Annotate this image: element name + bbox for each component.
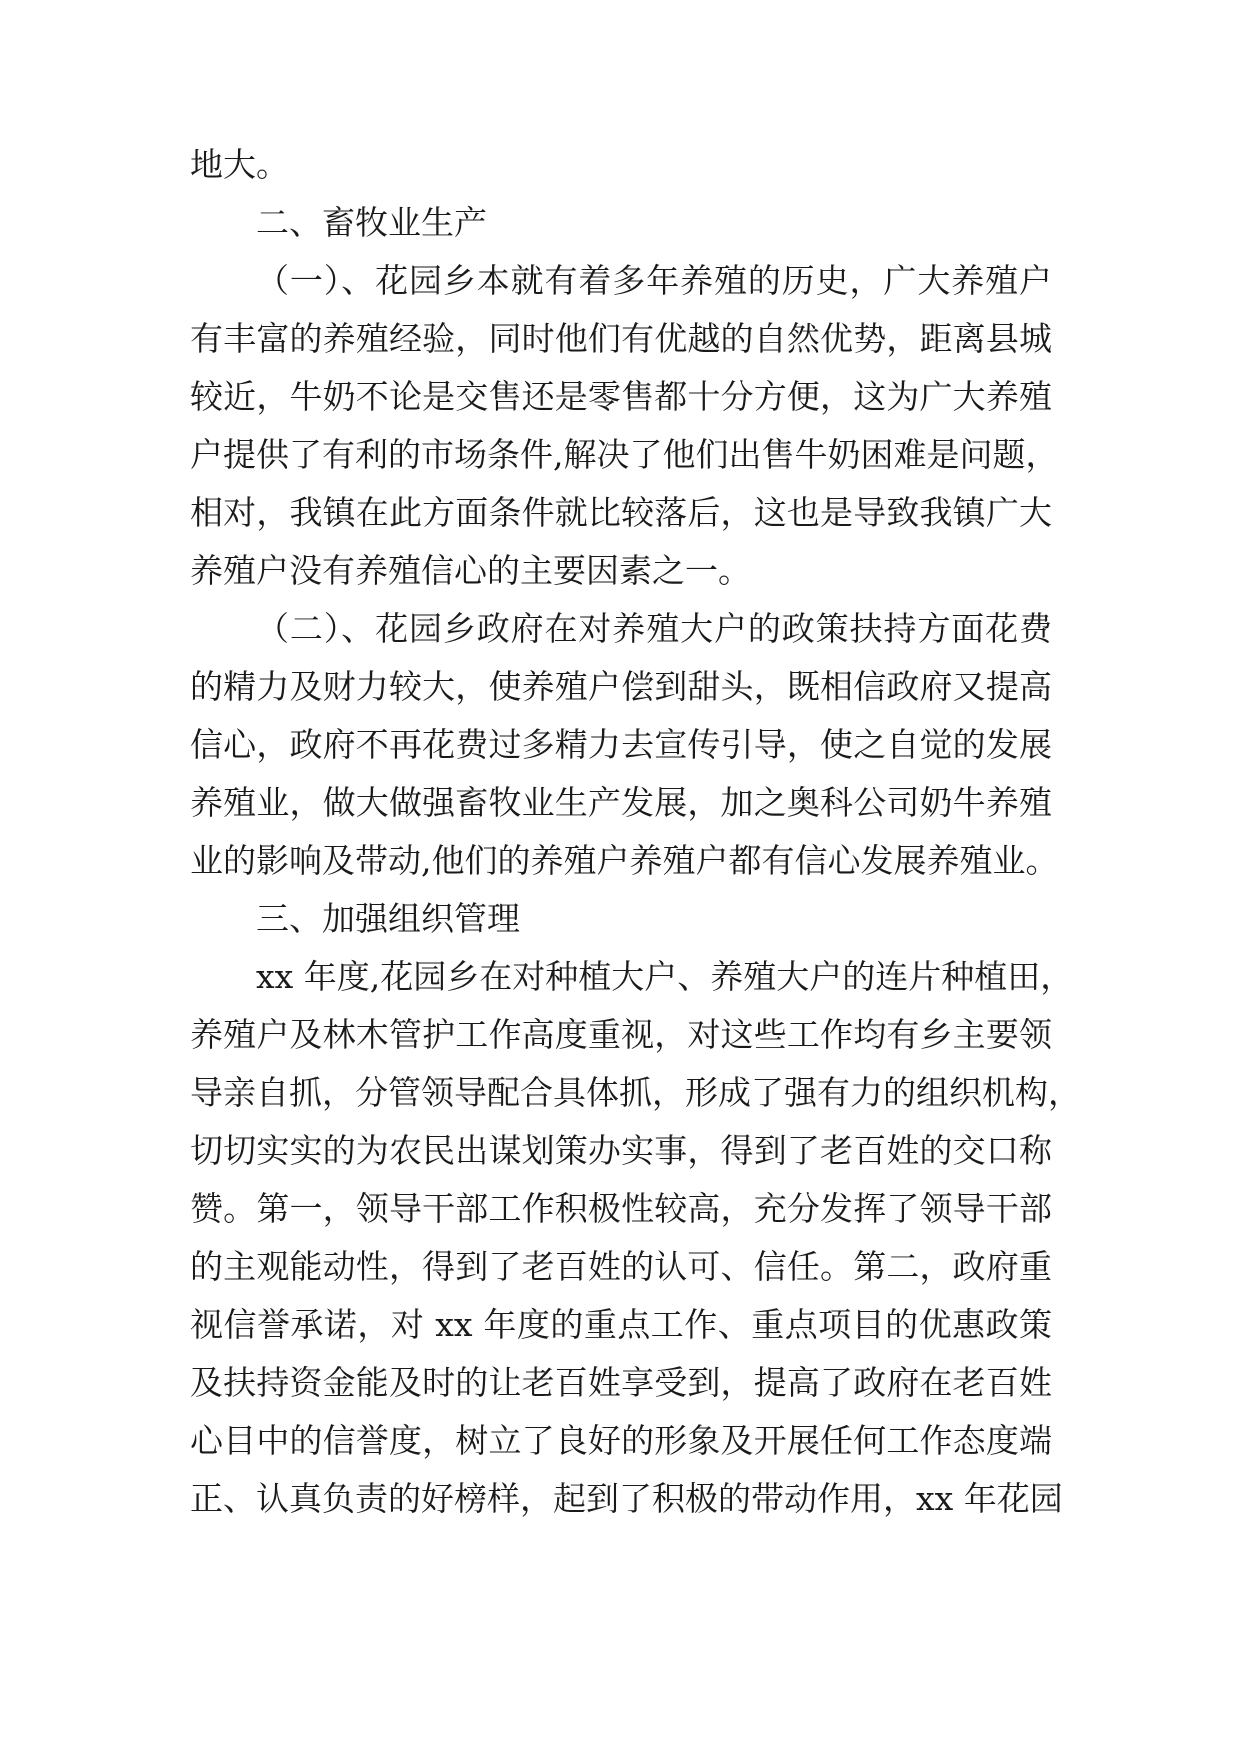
section-heading: 二、畜牧业生产 xyxy=(256,203,487,242)
text-line: 正、认真负责的好榜样，起到了积极的带动作用，xx 年花园 xyxy=(190,1479,1063,1518)
text-line: 信心，政府不再花费过多精力去宣传引导，使之自觉的发展 xyxy=(190,725,1052,764)
text-line: 心目中的信誉度，树立了良好的形象及开展任何工作态度端 xyxy=(190,1421,1052,1460)
text-line: 地大。 xyxy=(190,145,289,184)
text-line: 导亲自抓，分管领导配合具体抓，形成了强有力的组织机构， xyxy=(190,1073,1081,1112)
text-line: xx 年度,花园乡在对种植大户、养殖大户的连片种植田， xyxy=(256,957,1074,996)
text-line: 视信誉承诺，对 xx 年度的重点工作、重点项目的优惠政策 xyxy=(190,1305,1052,1344)
text-line: 养殖业，做大做强畜牧业生产发展，加之奥科公司奶牛养殖 xyxy=(190,783,1052,822)
text-line: 养殖户没有养殖信心的主要因素之一。 xyxy=(190,551,751,590)
text-line: 切切实实的为农民出谋划策办实事，得到了老百姓的交口称 xyxy=(190,1131,1052,1170)
text-line: （一）、花园乡本就有着多年养殖的历史，广大养殖户 xyxy=(256,261,1052,300)
text-line: 有丰富的养殖经验，同时他们有优越的自然优势，距离县城 xyxy=(190,319,1052,358)
text-line: 的主观能动性，得到了老百姓的认可、信任。第二，政府重 xyxy=(190,1247,1052,1286)
text-line: 及扶持资金能及时的让老百姓享受到，提高了政府在老百姓 xyxy=(190,1363,1052,1402)
section-heading: 三、加强组织管理 xyxy=(256,899,520,938)
text-line: 户提供了有利的市场条件,解决了他们出售牛奶困难是问题， xyxy=(190,435,1059,474)
text-line: （二）、花园乡政府在对养殖大户的政策扶持方面花费 xyxy=(256,609,1052,648)
text-line: 较近，牛奶不论是交售还是零售都十分方便，这为广大养殖 xyxy=(190,377,1052,416)
text-line: 相对，我镇在此方面条件就比较落后，这也是导致我镇广大 xyxy=(190,493,1052,532)
text-line: 赞。第一，领导干部工作积极性较高，充分发挥了领导干部 xyxy=(190,1189,1052,1228)
text-line: 业的影响及带动,他们的养殖户养殖户都有信心发展养殖业。 xyxy=(190,841,1059,880)
text-line: 的精力及财力较大，使养殖户偿到甜头，既相信政府又提高 xyxy=(190,667,1052,706)
text-line: 养殖户及林木管护工作高度重视，对这些工作均有乡主要领 xyxy=(190,1015,1052,1054)
